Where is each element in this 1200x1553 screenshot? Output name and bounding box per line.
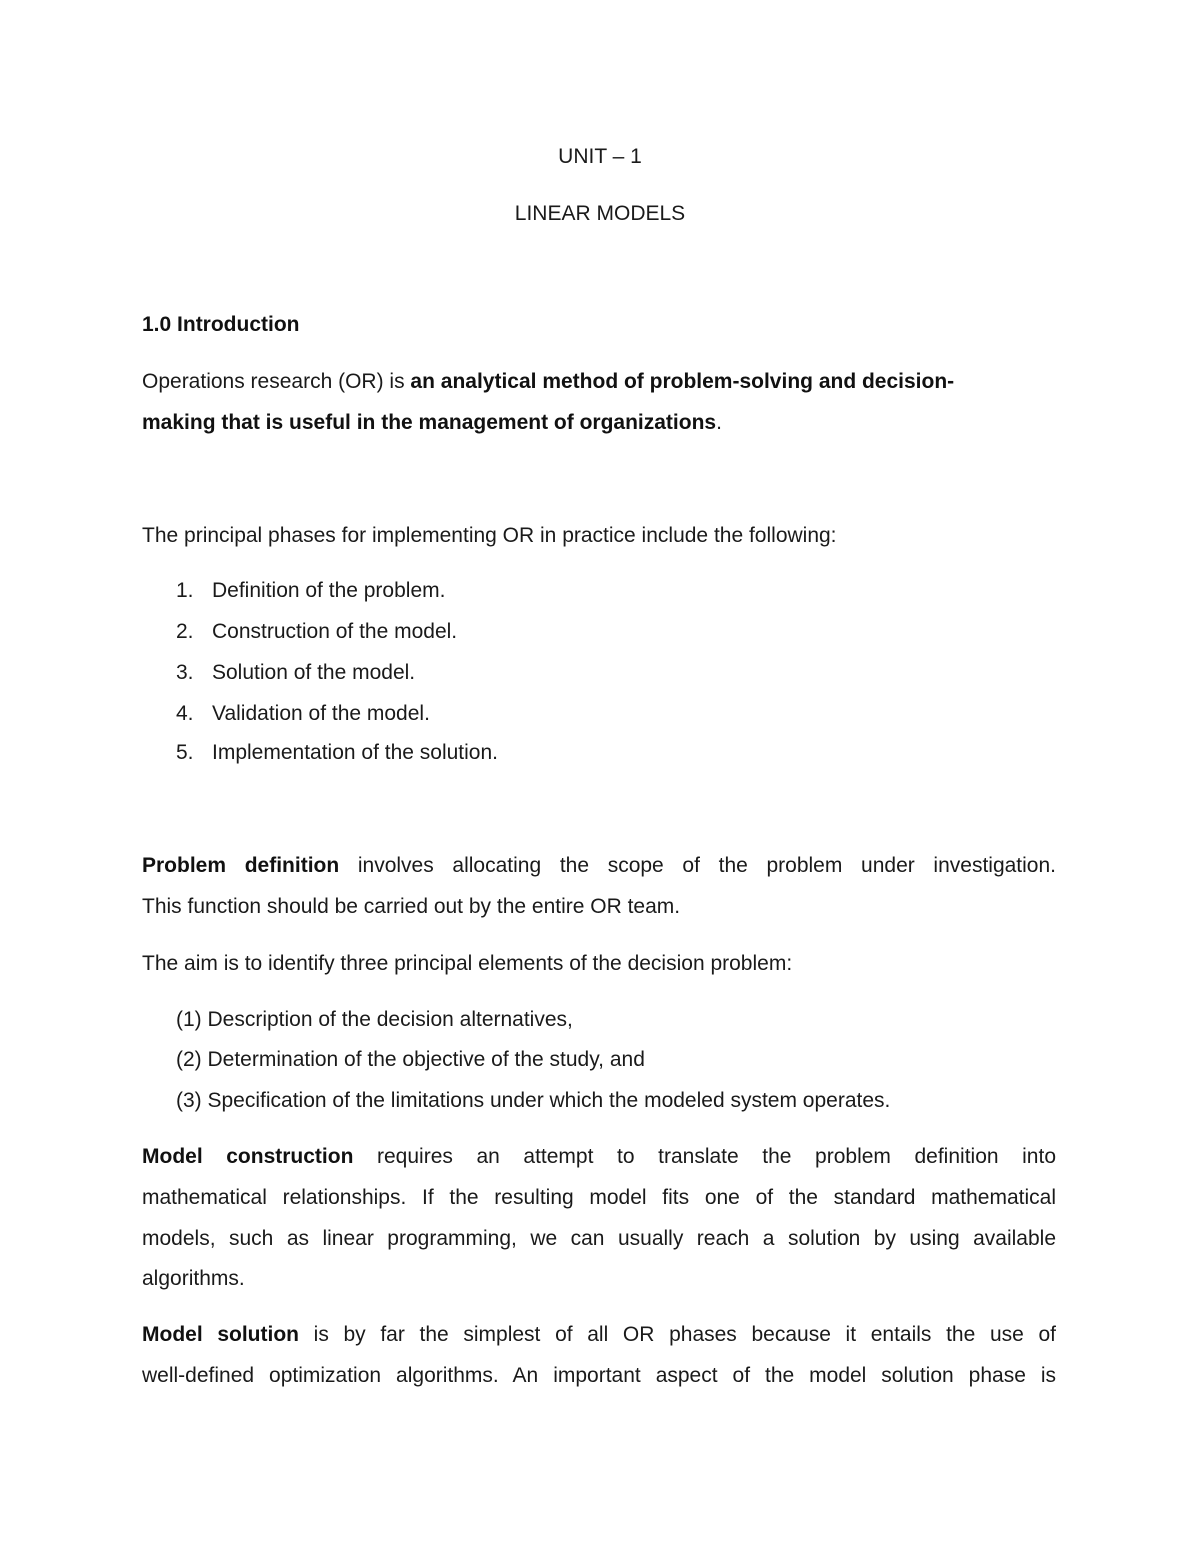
list-item-number: 5. (176, 741, 194, 764)
unit-label: UNIT – 1 (558, 145, 642, 168)
list-item-text: Definition of the problem. (212, 579, 446, 602)
or-definition-line-2: making that is useful in the management of organizations. (142, 411, 722, 434)
model-construction-line-2: mathematical relationships. If the resulting model fits one of the standard mathematical (142, 1186, 1056, 1209)
model-construction-line-1: Model construction requires an attempt to translate the problem definition into (142, 1145, 1056, 1168)
model-solution-line-1: Model solution is by far the simplest of all OR phases because it entails the use of (142, 1323, 1056, 1346)
list-item: (2) Determination of the objective of the study, and (176, 1048, 645, 1071)
list-item-text: Construction of the model. (212, 620, 458, 643)
list-item-number: 2. (176, 620, 194, 643)
model-solution-line-2: well-defined optimization algorithms. An important aspect of the model solution phase is (142, 1364, 1056, 1387)
list-item-number: 3. (176, 661, 194, 684)
section-heading-introduction: 1.0 Introduction (142, 313, 300, 336)
list-item: (1) Description of the decision alternatives, (176, 1008, 573, 1031)
list-item-text: Validation of the model. (212, 702, 430, 725)
list-item-number: 4. (176, 702, 194, 725)
phases-intro: The principal phases for implementing OR in practice include the following: (142, 524, 837, 547)
document-title: LINEAR MODELS (514, 202, 686, 225)
aim-statement: The aim is to identify three principal elements of the decision problem: (142, 952, 793, 975)
list-item-text: Implementation of the solution. (212, 741, 499, 764)
model-construction-line-4: algorithms. (142, 1267, 245, 1290)
problem-definition-line-1: Problem definition involves allocating the scope of the problem under investigation. (142, 854, 1056, 877)
list-item: (3) Specification of the limitations under which the modeled system operates. (176, 1089, 891, 1112)
list-item-number: 1. (176, 579, 194, 602)
problem-definition-line-2: This function should be carried out by the entire OR team. (142, 895, 681, 918)
model-construction-line-3: models, such as linear programming, we can usually reach a solution by using available (142, 1227, 1056, 1250)
list-item-text: Solution of the model. (212, 661, 416, 684)
or-definition-line-1: Operations research (OR) is an analytical method of problem-solving and decision- (142, 370, 955, 393)
